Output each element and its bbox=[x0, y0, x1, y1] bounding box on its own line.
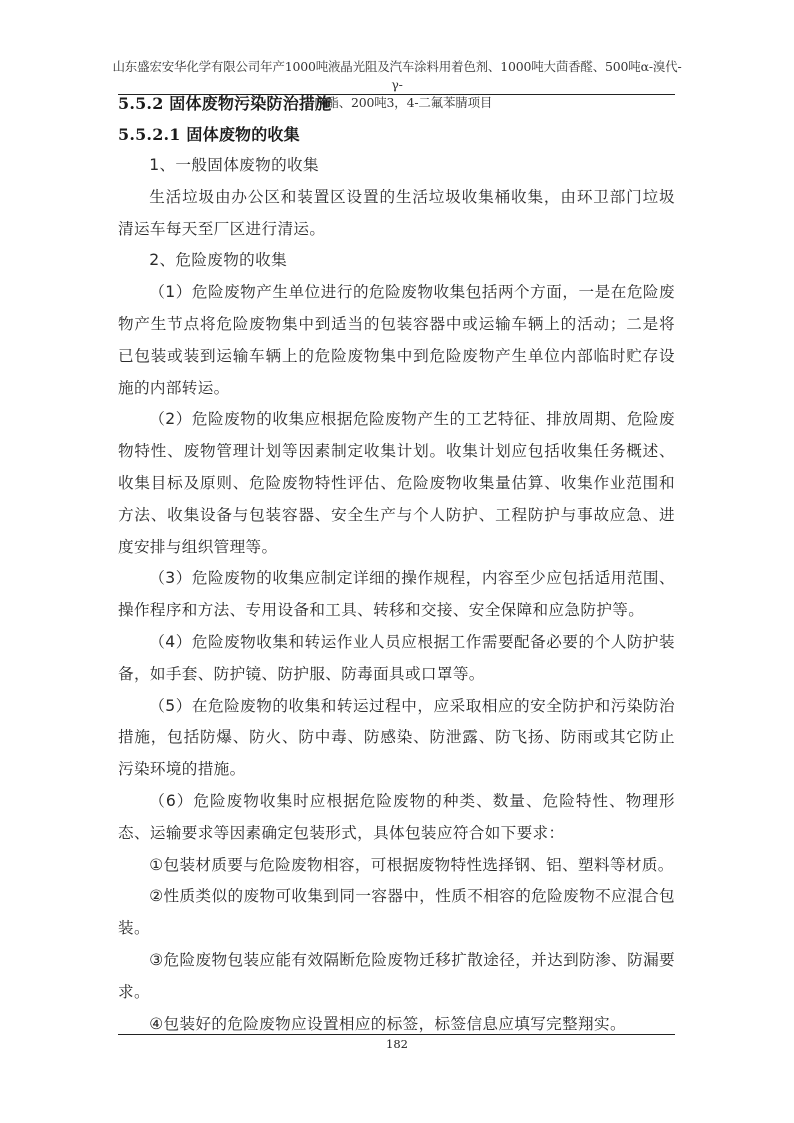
paragraph-requirement-2: ②性质类似的废物可收集到同一容器中，性质不相容的危险废物不应混合包装。 bbox=[118, 887, 675, 938]
page-number: 182 bbox=[386, 1037, 408, 1051]
paragraph-item-4: （4）危险废物收集和转运作业人员应根据工作需要配备必要的个人防护装备，如手套、防护镜、防护服、防毒面具或口罩等。 bbox=[118, 632, 675, 683]
paragraph-general-waste-body: 生活垃圾由办公区和装置区设置的生活垃圾收集桶收集，由环卫部门垃圾清运车每天至厂区进行清运。 bbox=[118, 187, 675, 238]
paragraph-general-waste-title: 1、一般固体废物的收集 bbox=[149, 156, 319, 174]
paragraph-item-3: （3）危险废物的收集应制定详细的操作规程，内容至少应包括适用范围、操作程序和方法、专用设备和工具、转移和交接、安全保障和应急防护等。 bbox=[118, 569, 675, 620]
header-line-2: 丁内酯、200吨3，4-二氟苯腈项目 bbox=[301, 95, 493, 110]
body-content bbox=[118, 88, 675, 1040]
paragraph-item-1: （1）危险废物产生单位进行的危险废物收集包括两个方面，一是在危险废物产生节点将危险废物集中到适当的包装容器中或运输车辆上的活动；二是将已包装或装到运输车辆上的危险废物集中到危险废物产生单位内部临时贮存设施的内部转运。 bbox=[118, 283, 675, 397]
footer-divider bbox=[118, 1034, 675, 1035]
section-heading: 5.5.2 固体废物污染防治措施 bbox=[118, 94, 332, 113]
paragraph-requirement-3: ③危险废物包装应能有效隔断危险废物迁移扩散途径，并达到防渗、防漏要求。 bbox=[118, 950, 675, 1001]
paragraph-item-6: （6）危险废物收集时应根据危险废物的种类、数量、危险特性、物理形态、运输要求等因素确定包装形式，具体包装应符合如下要求： bbox=[118, 791, 675, 842]
subsection-heading: 5.5.2.1 固体废物的收集 bbox=[118, 125, 300, 144]
paragraph-hazardous-waste-title: 2、危险废物的收集 bbox=[149, 251, 288, 270]
paragraph-item-2: （2）危险废物的收集应根据危险废物产生的工艺特征、排放周期、危险废物特性、废物管理计划等因素制定收集计划。收集计划应包括收集任务概述、收集目标及原则、危险废物特性评估、危险废物收集量估算、收集作业范围和方法、收集设备与包装容器、安全生产与个人防护、工程防护与事故应急、进度安排与组织管理等。 bbox=[118, 410, 675, 556]
paragraph-item-5: （5）在危险废物的收集和转运过程中，应采取相应的安全防护和污染防治措施，包括防爆、防火、防中毒、防感染、防泄露、防飞扬、防雨或其它防止污染环境的措施。 bbox=[118, 696, 675, 779]
paragraph-requirement-1: ①包装材质要与危险废物相容，可根据废物特性选择钢、铝、塑料等材质。 bbox=[149, 855, 674, 874]
header-line-1: 山东盛宏安华化学有限公司年产1000吨液晶光阻及汽车涂料用着色剂、1000吨大茴香醛、500吨α-溴代-γ- bbox=[112, 59, 682, 92]
paragraph-requirement-4: ④包装好的危险废物应设置相应的标签，标签信息应填写完整翔实。 bbox=[149, 1014, 626, 1033]
